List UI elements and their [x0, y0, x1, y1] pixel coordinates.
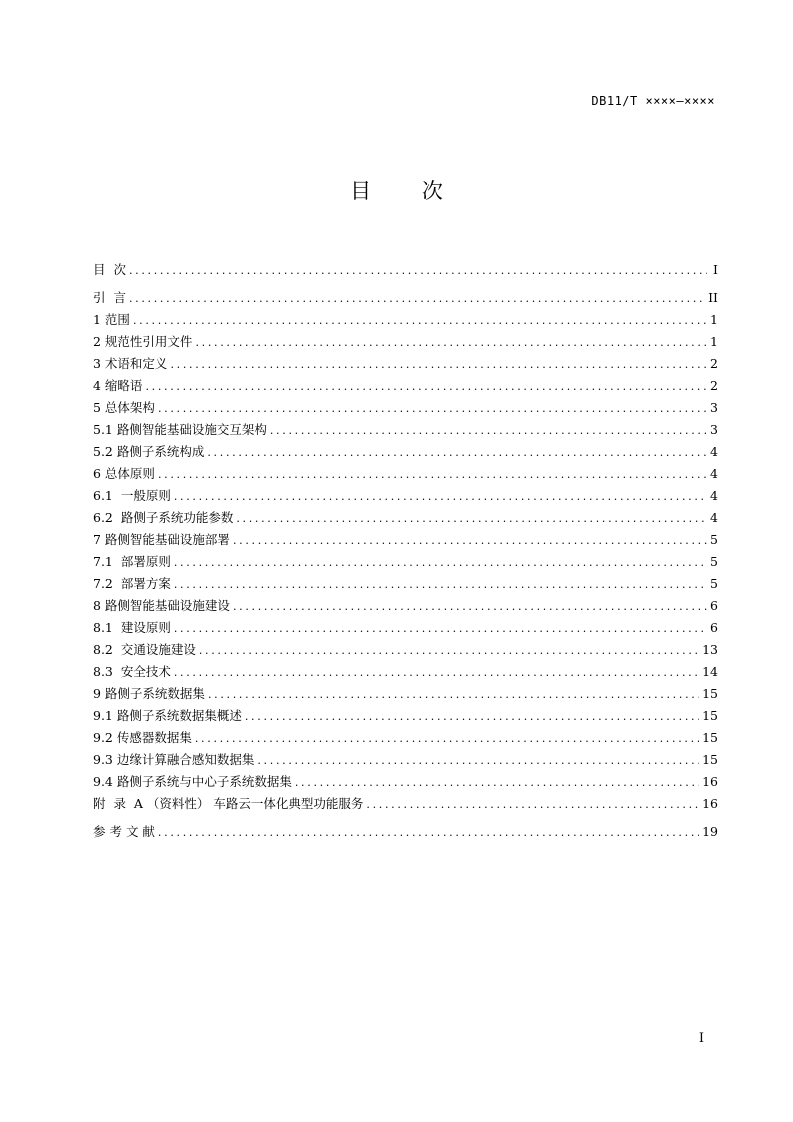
toc-entry-page-number: 14 [702, 664, 718, 679]
toc-entry[interactable] [93, 775, 718, 789]
toc-entry-label: 4 缩略语 [93, 378, 143, 393]
toc-dot-leader [207, 446, 707, 459]
toc-entry-page-number: 16 [702, 774, 718, 789]
toc-dot-leader [174, 622, 707, 635]
toc-dot-leader [174, 666, 699, 679]
toc-entry-page-number: 4 [710, 510, 718, 525]
toc-entry-label: 7.2 部署方案 [93, 576, 171, 591]
toc-entry[interactable] [93, 533, 718, 547]
toc-entry-page-number: 15 [702, 686, 718, 701]
toc-entry[interactable] [93, 753, 718, 767]
toc-entry-label: 5 总体架构 [93, 400, 155, 415]
toc-entry-page-number: 1 [710, 334, 718, 349]
toc-entry[interactable] [93, 445, 718, 459]
toc-entry-page-number: 6 [710, 620, 718, 635]
toc-entry-label: 2 规范性引用文件 [93, 334, 193, 349]
toc-entry[interactable] [93, 555, 718, 569]
toc-dot-leader [195, 336, 707, 349]
toc-entry[interactable] [93, 489, 718, 503]
toc-dot-leader [236, 512, 707, 525]
table-of-contents [93, 263, 718, 839]
toc-entry-page-number: 19 [702, 824, 718, 839]
toc-entry-page-number: 1 [710, 312, 718, 327]
toc-entry[interactable] [93, 577, 718, 591]
toc-dot-leader [158, 826, 699, 839]
toc-dot-leader [257, 754, 699, 767]
toc-entry[interactable] [93, 797, 718, 811]
toc-entry-label: 8.2 交通设施建设 [93, 642, 196, 657]
toc-entry-label: 5.2 路侧子系统构成 [93, 444, 205, 459]
toc-dot-leader [245, 710, 699, 723]
toc-entry-label: 6.2 路侧子系统功能参数 [93, 510, 234, 525]
document-code: DB11/T ××××—×××× [591, 94, 715, 108]
toc-entry-page-number: I [713, 262, 718, 277]
toc-entry-page-number: 15 [702, 708, 718, 723]
toc-entry-label: 9.1 路侧子系统数据集概述 [93, 708, 242, 723]
toc-dot-leader [208, 688, 699, 701]
toc-entry[interactable] [93, 599, 718, 613]
toc-dot-leader [133, 314, 707, 327]
toc-entry-page-number: 6 [710, 598, 718, 613]
toc-entry-label: 参 考 文 献 [93, 824, 155, 839]
toc-entry-page-number: 13 [702, 642, 718, 657]
toc-entry-label: 目 次 [93, 262, 126, 277]
toc-dot-leader [233, 534, 707, 547]
toc-entry[interactable] [93, 379, 718, 393]
toc-entry[interactable] [93, 665, 718, 679]
toc-entry[interactable] [93, 511, 718, 525]
toc-entry-page-number: 5 [710, 554, 718, 569]
toc-entry[interactable] [93, 263, 718, 277]
toc-entry-page-number: 4 [710, 444, 718, 459]
toc-entry-page-number: 16 [702, 796, 718, 811]
toc-entry-label: 7.1 部署原则 [93, 554, 171, 569]
toc-entry-page-number: 2 [710, 378, 718, 393]
toc-entry-page-number: 5 [710, 576, 718, 591]
toc-dot-leader [366, 798, 699, 811]
toc-dot-leader [158, 402, 707, 415]
toc-entry-page-number: 4 [710, 466, 718, 481]
toc-entry[interactable] [93, 401, 718, 415]
toc-entry-label: 3 术语和定义 [93, 356, 168, 371]
toc-entry[interactable] [93, 709, 718, 723]
toc-dot-leader [199, 644, 699, 657]
toc-dot-leader [170, 358, 707, 371]
toc-entry[interactable] [93, 825, 718, 839]
toc-entry-label: 9.3 边缘计算融合感知数据集 [93, 752, 255, 767]
toc-dot-leader [129, 264, 707, 277]
toc-entry-page-number: 15 [702, 752, 718, 767]
toc-dot-leader [174, 490, 707, 503]
toc-entry-label: 7 路侧智能基础设施部署 [93, 532, 230, 547]
toc-entry-label: 1 范围 [93, 312, 130, 327]
toc-entry-page-number: 3 [710, 422, 718, 437]
toc-entry[interactable] [93, 291, 718, 305]
toc-entry[interactable] [93, 467, 718, 481]
toc-dot-leader [129, 292, 705, 305]
toc-entry-label: 引 言 [93, 290, 126, 305]
toc-entry[interactable] [93, 621, 718, 635]
toc-entry[interactable] [93, 643, 718, 657]
toc-entry-page-number: 3 [710, 400, 718, 415]
toc-entry-label: 9.4 路侧子系统与中心子系统数据集 [93, 774, 292, 789]
toc-entry-label: 8 路侧智能基础设施建设 [93, 598, 230, 613]
toc-entry-label: 9 路侧子系统数据集 [93, 686, 205, 701]
toc-entry-page-number: 15 [702, 730, 718, 745]
toc-entry-page-number: 4 [710, 488, 718, 503]
toc-entry-page-number: 5 [710, 532, 718, 547]
toc-entry-label: 9.2 传感器数据集 [93, 730, 192, 745]
toc-entry-label: 8.1 建设原则 [93, 620, 171, 635]
toc-entry-label: 8.3 安全技术 [93, 664, 171, 679]
page-title: 目 次 [350, 179, 465, 203]
toc-dot-leader [270, 424, 707, 437]
toc-dot-leader [233, 600, 707, 613]
toc-dot-leader [174, 556, 707, 569]
toc-entry-label: 6.1 一般原则 [93, 488, 171, 503]
toc-entry[interactable] [93, 313, 718, 327]
toc-entry-page-number: II [708, 290, 718, 305]
toc-entry[interactable] [93, 357, 718, 371]
toc-entry[interactable] [93, 423, 718, 437]
toc-dot-leader [295, 776, 699, 789]
toc-dot-leader [158, 468, 707, 481]
toc-entry-label: 5.1 路侧智能基础设施交互架构 [93, 422, 267, 437]
toc-entry[interactable] [93, 687, 718, 701]
toc-entry-label: 6 总体原则 [93, 466, 155, 481]
toc-dot-leader [145, 380, 707, 393]
page-number: I [698, 1031, 704, 1046]
toc-dot-leader [174, 578, 707, 591]
toc-entry[interactable] [93, 335, 718, 349]
toc-entry[interactable] [93, 731, 718, 745]
toc-entry-page-number: 2 [710, 356, 718, 371]
toc-entry-label: 附 录 A （资料性） 车路云一体化典型功能服务 [93, 796, 364, 811]
toc-dot-leader [195, 732, 699, 745]
